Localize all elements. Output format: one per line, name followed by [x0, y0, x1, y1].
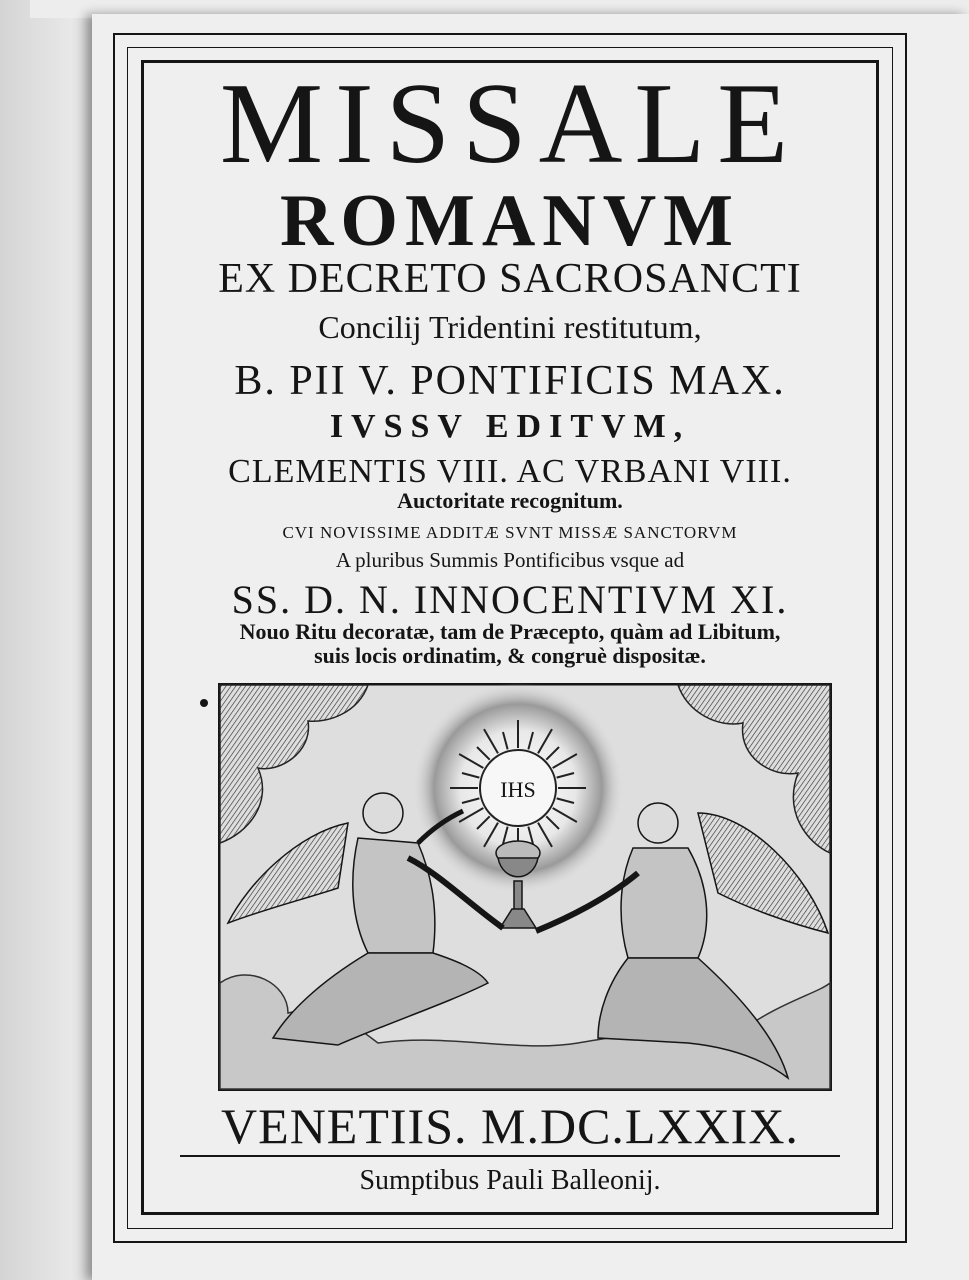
- subtitle-council: Concilij Tridentini restitutum,: [318, 309, 702, 345]
- ihs-monogram: IHS: [500, 777, 536, 802]
- subtitle-nouo-ritu: Nouo Ritu decoratæ, tam de Præcepto, quàm ad Libitum,: [239, 619, 781, 644]
- title-missale: MISSALE: [219, 60, 801, 188]
- subtitle-iussu: IVSSV EDITVM,: [329, 408, 691, 445]
- imprint-publisher: Sumptibus Pauli Balleonij.: [359, 1165, 661, 1196]
- imprint-place-date: VENETIIS. M.DC.LXXIX.: [221, 1098, 799, 1154]
- imprint-rule: [180, 1155, 840, 1157]
- title-romanum: ROMANVM: [279, 180, 740, 262]
- subtitle-pontificibus: A pluribus Summis Pontificibus vsque ad: [335, 548, 685, 572]
- subtitle-innocent: SS. D. N. INNOCENTIVM XI.: [231, 577, 789, 622]
- subtitle-clement-urban: CLEMENTIS VIII. AC VRBANI VIII.: [228, 453, 792, 490]
- subtitle-dispositae: suis locis ordinatim, & congruè dispositæ.: [314, 643, 706, 668]
- subtitle-auctoritate: Auctoritate recognitum.: [397, 488, 623, 513]
- ink-dot: [200, 699, 208, 707]
- subtitle-decree: EX DECRETO SACROSANCTI: [218, 256, 802, 302]
- subtitle-additae: CVI NOVISSIME ADDITÆ SVNT MISSÆ SANCTORVM: [282, 523, 738, 542]
- engraving-angels-chalice: [218, 683, 832, 1091]
- subtitle-pius: B. PII V. PONTIFICIS MAX.: [234, 358, 786, 404]
